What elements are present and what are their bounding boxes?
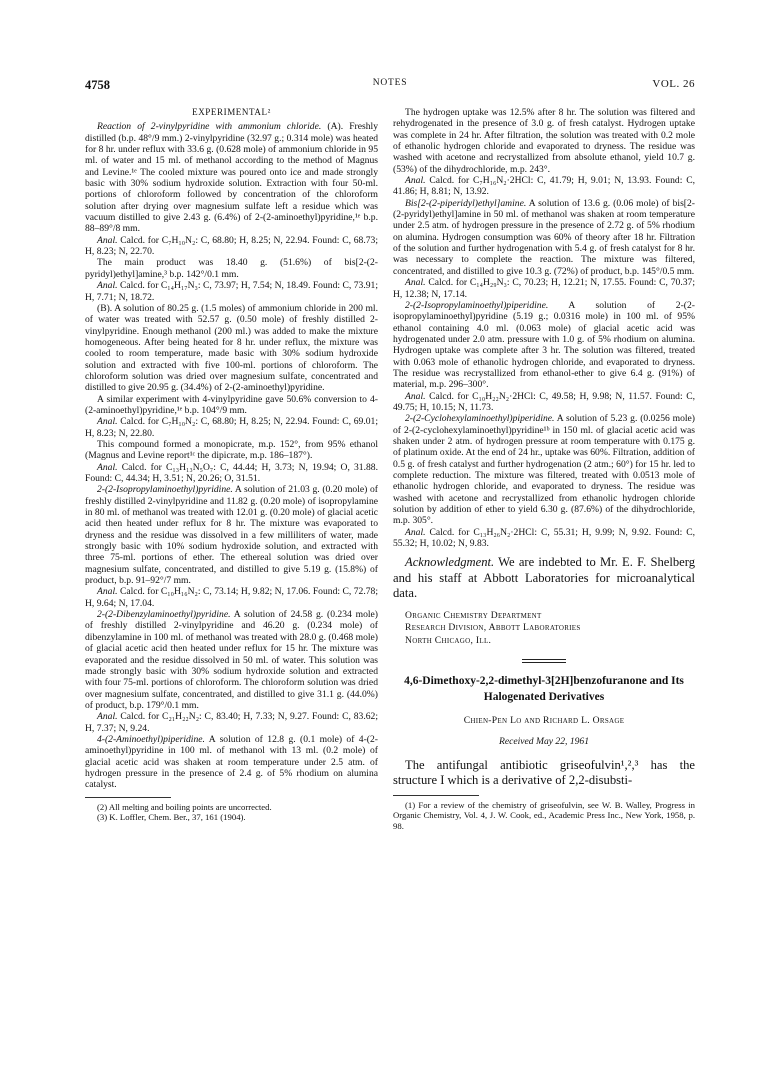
paragraph-lead: Anal.: [405, 390, 426, 402]
paragraph: [393, 107, 695, 175]
paragraph-lead: Anal.: [97, 280, 118, 292]
paragraph-lead: Anal.: [405, 277, 426, 289]
paragraph-text: The hydrogen uptake was 12.5% after 8 hr. The solution was filtered and rehydrogenated in the presence of 3.0 g. of fresh catalyst. Hydrogen uptake was complete in 24 hr. After filtration, the solution was treated with 0.2 mole of ethanolic hydrogen chloride and evaporated to dryness. The residue was washed with acetone and recrystallized from absolute ethanol, yield 10.7 g. (53%) of the dihydrochloride, m.p. 243°.: [393, 107, 695, 175]
volume-number: VOL. 26: [652, 78, 695, 90]
footnote: (1) For a review of the chemistry of griseofulvin, see W. B. Walley, Progress in Organic Chemistry, Vol. 4, J. W. Cook, ed., Academic Press Inc., New York, 1958, p. 98.: [393, 799, 695, 831]
paragraph: [85, 462, 378, 485]
paragraph-lead: Anal.: [405, 526, 426, 538]
paragraph-lead: Anal.: [97, 234, 118, 246]
paragraph: [85, 121, 378, 234]
paragraph: [85, 235, 378, 258]
paragraph: [393, 391, 695, 414]
paragraph: [85, 394, 378, 417]
paragraph: [393, 198, 695, 277]
paragraph: [393, 300, 695, 391]
paragraph: [85, 257, 378, 280]
paragraph: [393, 175, 695, 198]
footnote-rule: [393, 795, 479, 796]
paragraph-text: Calcd. for C₁₀H₂₂N₂·2HCl: C, 49.58; H, 9.98; N, 11.57. Found: C, 49.75; H, 10.15; N, 11.73.: [393, 390, 695, 413]
paragraph: [393, 527, 695, 550]
paragraph-lead: 4-(2-Aminoethyl)piperidine.: [97, 733, 205, 745]
paragraph-text: The main product was 18.40 g. (51.6%) of bis[2-(2-pyridyl)ethyl]amine,³ b.p. 142°/0.1 mm.: [85, 257, 378, 280]
paragraph-lead: 2-(2-Dibenzylaminoethyl)pyridine.: [97, 609, 231, 621]
paragraph-lead: Anal.: [97, 711, 118, 723]
footnote: (3) K. Loffler, Chem. Ber., 37, 161 (1904).: [97, 812, 246, 823]
paragraph-text: A solution of 24.58 g. (0.234 mole) of freshly distilled 2-vinylpyridine and 46.20 g. (0.234 mole) of dibenzylamine in 100 ml. of methanol was treated with 28.0 g. (0.468 mole) of glacial acetic acid then heated under reflux for 15 hr. The mixture was evaporated and the residue dissolved in 50 ml. of water. This solution was made strongly basic with 30% sodium hydroxide solution and extracted with four 75-ml. portions of chloroform. The chloroform solution was dried over magnesium sulfate, concentrated, and distilled to give 31.1 g. (44.0%) of product, b.p. 179°/0.1 mm.: [85, 609, 378, 711]
received-date: Received May 22, 1961: [498, 736, 590, 748]
paragraph-text: (B). A solution of 80.25 g. (1.5 moles) of ammonium chloride in 200 ml. of water was treated with 52.57 g. (0.50 mole) of freshly distilled 2-vinylpyridine. Enough methanol (200 ml.) was added to make the mixture homogeneous. After being heated for 8 hr. under reflux, the mixture was cooled to room temperature, made basic with 30% sodium hydroxide solution and extracted with five 100-ml. portions of chloroform. The chloroform solution was dried over magnesium sulfate, concentrated and distilled to give 20.95 g. (34.4%) of 2-(2-aminoethyl)pyridine.: [85, 302, 378, 394]
paragraph-text: Calcd. for C₁₃H₁₃N₅O₇: C, 44.44; H, 3.73; N, 19.94; O, 31.88. Found: C, 44.34; H, 3.51; N, 20.26; O, 31.51.: [85, 461, 378, 484]
paragraph-text: A solution of 21.03 g. (0.20 mole) of freshly distilled 2-vinylpyridine and 11.82 g. (0.20 mole) of isopropylamine in 80 ml. of methanol was treated with 12.01 g. (0.20 mole) of glacial acetic acid then heated under reflux for 8 hr. The mixture was evaporated to dryness and the residue was dissolved in a few milliliters of water, made strongly basic with 10% sodium hydroxide solution, and extracted with three 75-ml. portions of ether. The ethereal solution was dried over magnesium sulfate, concentrated, and distilled to give 5.19 g. (15.8%) of product, b.p. 91–92°/7 mm.: [85, 484, 378, 587]
left-paragraphs: [85, 121, 378, 790]
paragraph-text: A solution of 5.23 g. (0.0256 mole) of 2-(2-cyclohexylaminoethyl)pyridine¹ᵇ in 150 ml. of glacial acetic acid was shaken under 2 atm. of hydrogen pressure at room temperature with 0.175 g. of platinum oxide. At the end of 24 hr., uptake was 60%. Filtration, addition of 0.5 g. of fresh catalyst and further hydrogenation (2 atm.; 60°) for 15 hr. led to complete reduction. The mixture was filtered, treated with 0.0513 mole of ethanolic hydrogen chloride, and evaporated to dryness. The residue was washed with acetone and recrystallized from ethanolic hydrogen chloride solution by addition of ether to yield 6.30 g. (87.6%) of the dihydrochloride, m.p. 305°.: [393, 413, 695, 527]
acknowledgment: [393, 555, 695, 601]
paragraph-text: A solution of 2-(2-isopropylaminoethyl)pyridine (5.19 g.; 0.0316 mole) in 100 ml. of 95% ethanol containing 4.0 ml. (0.063 mole) of glacial acetic acid was hydrogenated under 2.0 atm. pressure with 1.0 g. of 5% rhodium on alumina. Hydrogen uptake was complete after 3 hr. The solution was filtered, treated with 0.063 mole of ethanolic hydrogen chloride, and evaporated to dryness. The residue was recrystallized from ethanol-ether to give 6.4 g. (91%) of material, m.p. 296–300°.: [393, 299, 695, 391]
right-footnotes: [393, 800, 695, 832]
section-title: NOTES: [372, 78, 408, 88]
paragraph-lead: Bis[2-(2-piperidyl)ethyl]amine.: [405, 197, 527, 209]
right-paragraphs: [393, 107, 695, 549]
paragraph-lead: 2-(2-Isopropylaminoethyl)pyridine.: [97, 484, 233, 496]
paragraph: [85, 280, 378, 303]
paragraph-text: Calcd. for C₁₃H₂₆N₂·2HCl: C, 55.31; H, 9.99; N, 9.92. Found: C, 55.32; H, 10.02; N, 9.83.: [393, 526, 695, 550]
paragraph: [85, 711, 378, 734]
paragraph-text: A similar experiment with 4-vinylpyridine gave 50.6% conversion to 4-(2-aminoethyl)pyridine,¹ᵉ b.p. 104°/9 mm.: [85, 393, 378, 416]
affiliation-line: Organic Chemistry Department: [405, 609, 542, 621]
affiliation-line: North Chicago, Ill.: [405, 634, 492, 646]
acknowledgment-text: We are indebted to Mr. E. F. Shelberg and his staff at Abbott Laboratories for microanalytical data.: [393, 555, 695, 601]
page-number: 4758: [85, 78, 110, 92]
paragraph-text: Calcd. for C₂₁H₂₂N₂: C, 83.40; H, 7.33; N, 9.27. Found: C, 83.62; H, 7.37; N, 9.24.: [85, 711, 378, 734]
affiliation: [405, 610, 695, 648]
right-column: [393, 107, 695, 831]
paragraph-lead: Anal.: [405, 175, 426, 187]
paragraph: [85, 609, 378, 711]
paragraph: [85, 734, 378, 791]
paragraph: [85, 416, 378, 439]
paragraph-text: Calcd. for C₁₄H₁₇N₃: C, 73.97; H, 7.54; N, 18.49. Found: C, 73.91; H, 7.71; N, 18.72.: [85, 280, 378, 303]
left-column: [85, 107, 378, 823]
paragraph: [393, 277, 695, 300]
paragraph-lead: Anal.: [97, 461, 118, 473]
paragraph-text: A solution of 13.6 g. (0.06 mole) of bis[2-(2-pyridyl)ethyl]amine in 50 ml. of methanol was shaken at room temperature under 2.5 atm. of hydrogen pressure in the presence of 2.72 g. of 5% rhodium on alumina. Hydrogen consumption was 60% of theory after 18 hr. Filtration of the solution and further hydrogenation with 5.4 g. of fresh catalyst for 8 hr. was necessary to complete the reaction. The mixture was filtered, concentrated, and distilled to give 10.3 g. (72%) of product, b.p. 145°/0.5 mm.: [393, 197, 695, 277]
running-header: [85, 78, 695, 98]
affiliation-line: Research Division, Abbott Laboratories: [405, 622, 581, 634]
paragraph-text: Calcd. for C₇H₁₀N₂: C, 68.80; H, 8.25; N, 22.94. Found: C, 68.73; H, 8.23; N, 22.70.: [85, 234, 378, 258]
paragraph-text: This compound formed a monopicrate, m.p. 152°, from 95% ethanol (Magnus and Levine report¹ᶜ the dipicrate, m.p. 186–187°).: [85, 438, 378, 462]
paragraph-lead: Anal.: [97, 416, 118, 428]
paragraph-lead: 2-(2-Cyclohexylaminoethyl)piperidine.: [405, 413, 555, 425]
article-authors: Chien-Pen Lo and Richard L. Orsage: [463, 715, 625, 727]
paragraph-lead: Reaction of 2-vinylpyridine with ammonium chloride.: [97, 121, 322, 133]
paragraph-text: Calcd. for C₇H₁₆N₂·2HCl: C, 41.79; H, 9.01; N, 13.93. Found: C, 41.86; H, 8.81; N, 13.92.: [393, 175, 695, 198]
paragraph: [85, 439, 378, 462]
paragraph-text: A solution of 12.8 g. (0.1 mole) of 4-(2-aminoethyl)pyridine in 100 ml. of methanol with 13 ml. (0.2 mole) of glacial acetic acid was shaken at room temperature under 2.5 atm. of hydrogen pressure in the presence of 2.4 g. of 5% rhodium on alumina catalyst.: [85, 733, 378, 791]
paragraph-lead: 2-(2-Isopropylaminoethyl)piperidine.: [405, 299, 549, 311]
paragraph-text: (A). Freshly distilled (b.p. 48°/9 mm.) 2-vinylpyridine (32.97 g.; 0.314 mole) was heated for 8 hr. under reflux with 33.6 g. (0.628 mole) of ammonium chloride in 95 ml. of water and 15 ml. of methanol according to the method of Magnus and Levine.¹ᵉ The cooled mixture was poured onto ice and made strongly basic with 30% sodium hydroxide solution. Extraction with four 50-ml. portions of chloroform followed by concentration of the chloroform solution after drying over magnesium sulfate left a residue which was vacuum distilled to give 2.43 g. (6.4%) of 2-(2-aminoethyl)pyridine,¹ᵉ b.p. 88–89°/8 mm.: [85, 121, 378, 235]
acknowledgment-lead: Acknowledgment.: [405, 555, 495, 570]
paragraph: [393, 413, 695, 526]
article-intro: The antifungal antibiotic griseofulvin¹,²,³ has the structure I which is a derivative of 2,2-disubsti-: [393, 757, 695, 788]
paragraph-lead: Anal.: [97, 586, 118, 598]
article-separator: [522, 659, 566, 663]
paragraph-text: Calcd. for C₁₀H₁₆N₂: C, 73.14; H, 9.82; N, 17.06. Found: C, 72.78; H, 9.64; N, 17.04.: [85, 586, 378, 609]
paragraph-text: Calcd. for C₇H₁₀N₂: C, 68.80; H, 8.25; N, 22.94. Found: C, 69.01; H, 8.23; N, 22.80.: [85, 416, 378, 439]
paragraph: [85, 303, 378, 394]
left-footnotes: [85, 802, 378, 823]
footnote-rule: [85, 797, 171, 798]
paragraph: [85, 484, 378, 586]
section-heading: EXPERIMENTAL²: [192, 107, 271, 117]
footnote: (2) All melting and boiling points are uncorrected.: [97, 801, 272, 812]
paragraph: [85, 586, 378, 609]
article-title: 4,6-Dimethoxy-2,2-dimethyl-3[2H]benzofuranone and Its Halogenated Derivatives: [404, 675, 684, 704]
paragraph-text: Calcd. for C₁₄H₂₉N₃: C, 70.23; H, 12.21; N, 17.55. Found: C, 70.37; H, 12.38; N, 17.14.: [393, 277, 695, 300]
